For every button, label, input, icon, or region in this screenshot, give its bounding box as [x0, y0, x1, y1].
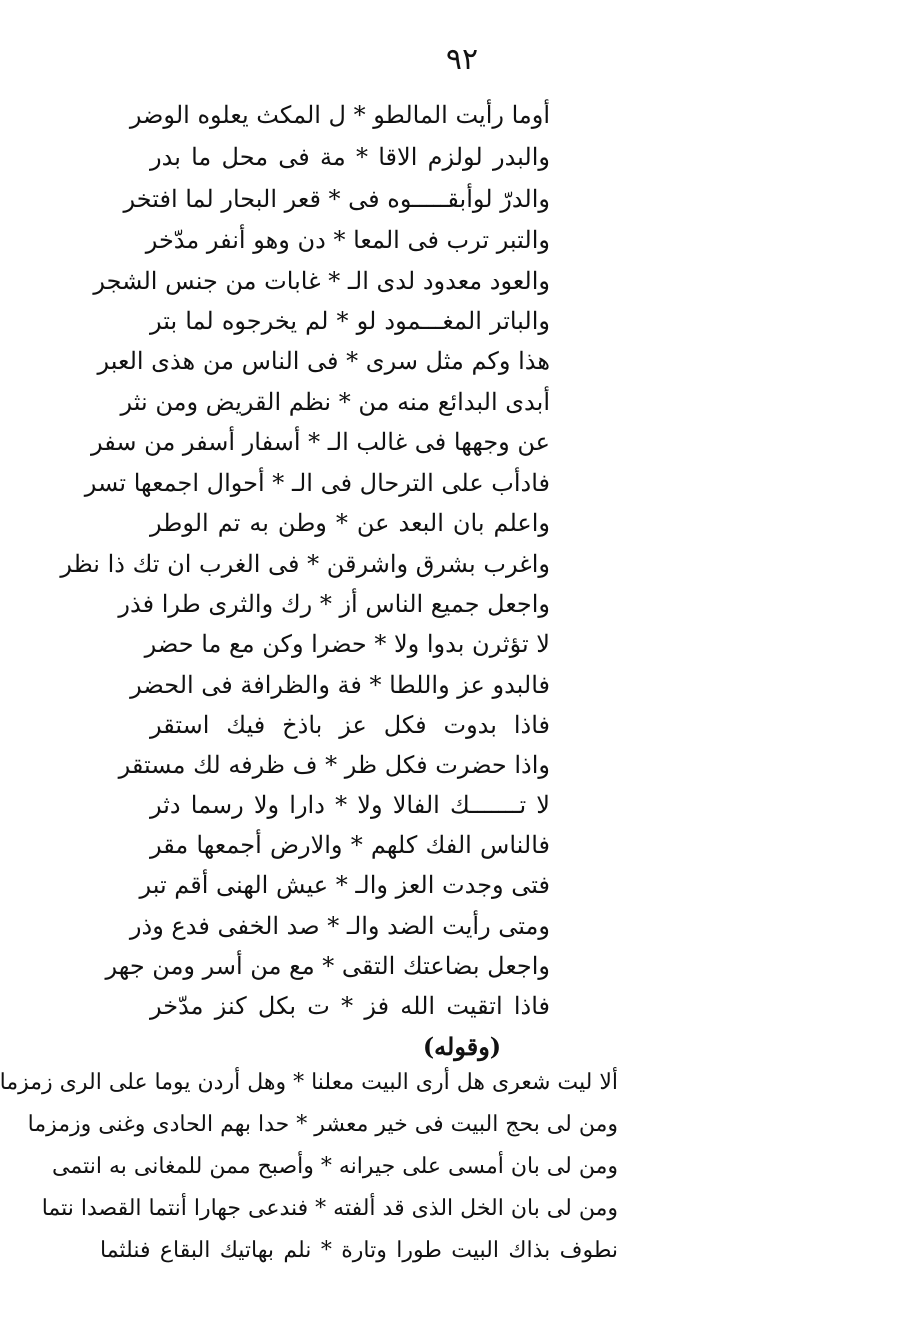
verse-line: والباتر المغـــمود لو * لم يخرجوه لما بتر	[150, 307, 550, 335]
verse-line: واعلم بان البعد عن * وطن به تم الوطر	[150, 509, 550, 537]
verse-line: ومن لى بحج البيت فى خير معشر * حدا بهم الحادى وغنى وزمزما	[27, 1112, 618, 1137]
verse-line: ومتى رأيت الضد والـ * صد الخفى فدع وذر	[129, 912, 550, 940]
verse-line: نطوف بذاك البيت طورا وتارة * نلم بهاتيك البقاع فنلثما	[100, 1238, 618, 1263]
verse-line: والعود معدود لدى الـ * غابات من جنس الشجر	[93, 267, 550, 295]
verse-line: واغرب بشرق واشرقن * فى الغرب ان تك ذا نظر	[60, 550, 550, 578]
verse-line: فالبدو عز واللطا * فة والظرافة فى الحضر	[130, 671, 550, 699]
verse-line: والتبر ترب فى المعا * دن وهو أنفر مدّخر	[145, 226, 550, 254]
verse-line: هذا وكم مثل سرى * فى الناس من هذى العبر	[97, 347, 550, 375]
verse-line: ألا ليت شعرى هل أرى البيت معلنا * وهل أردن يوما على الرى زمزما	[0, 1070, 618, 1095]
verse-line: لا تؤثرن بدوا ولا * حضرا وكن مع ما حضر	[144, 630, 550, 658]
verse-line: عن وجهها فى غالب الـ * أسفار أسفر من سفر	[91, 428, 550, 456]
verse-line: فاذا اتقيت الله فز * ت بكل كنز مدّخر	[150, 992, 550, 1020]
verse-line: أوما رأيت المالطو * ل المكث يعلوه الوضر	[129, 101, 550, 129]
verse-line: لا تـــــــك الفالا ولا * دارا ولا رسما دثر	[150, 791, 550, 819]
section-heading: (وقوله)	[422, 1032, 502, 1061]
verse-line: ومن لى بان الخل الذى قد ألفته * فندعى جهارا أنتما القصدا نتما	[41, 1196, 618, 1221]
verse-line: فاذا بدوت فكل عز باذخ فيك استقر	[150, 711, 550, 739]
verse-line: فادأب على الترحال فى الـ * أحوال اجمعها تسر	[84, 469, 550, 497]
page-number: ٩٢	[445, 42, 479, 77]
verse-line: والدرّ لوأبقـــــوه فى * قعر البحار لما افتخر	[123, 185, 550, 213]
verse-line: ومن لى بان أمسى على جيرانه * وأصبح ممن للمغانى به انتمى	[52, 1154, 618, 1179]
verse-line: والبدر لولزم الاقا * مة فى محل ما بدر	[150, 143, 550, 171]
verse-line: واذا حضرت فكل ظر * ف ظرفه لك مستقر	[118, 751, 550, 779]
verse-line: واجعل بضاعتك التقى * مع من أسر ومن جهر	[105, 952, 550, 980]
verse-line: واجعل جميع الناس أز * رك والثرى طرا فذر	[118, 590, 550, 618]
verse-line: أبدى البدائع منه من * نظم القريض ومن نثر	[120, 388, 550, 416]
verse-line: فالناس الفك كلهم * والارض أجمعها مقر	[150, 831, 550, 859]
verse-line: فتى وجدت العز والـ * عيش الهنى أقم تبر	[139, 871, 550, 899]
